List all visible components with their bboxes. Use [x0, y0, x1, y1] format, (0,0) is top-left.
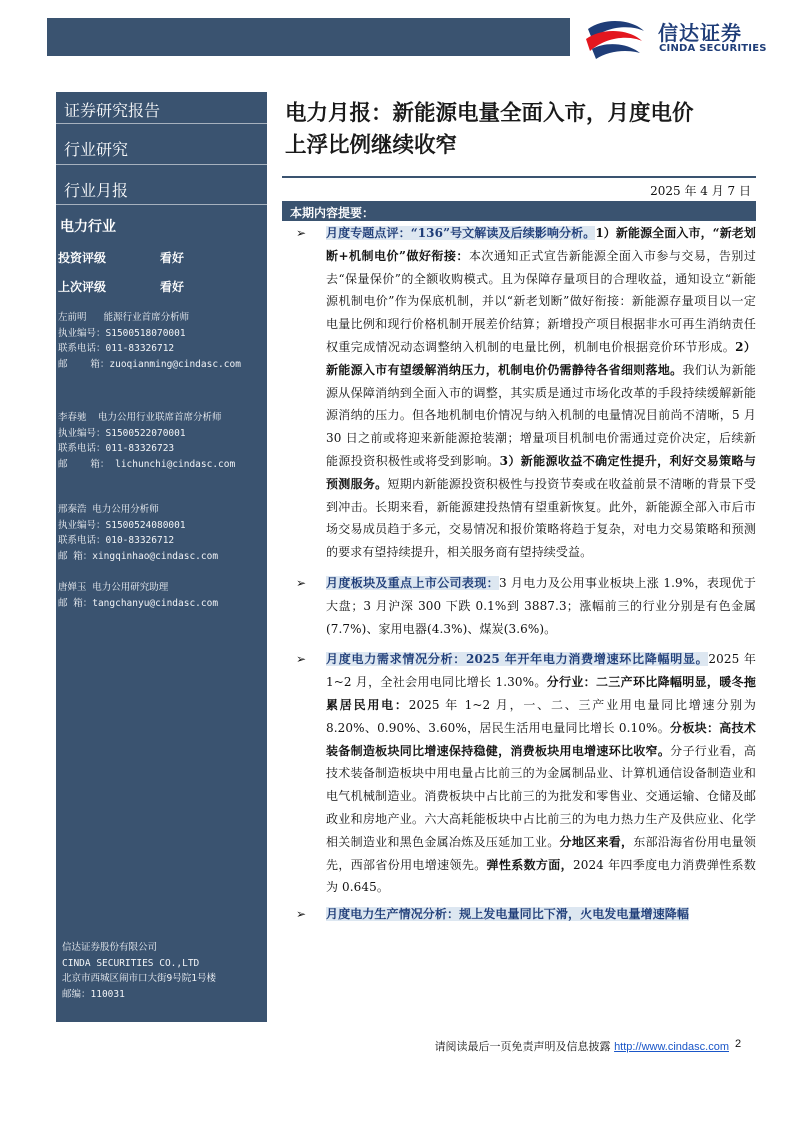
industry-name: 电力行业	[60, 219, 116, 235]
report-type: 证券研究报告	[64, 101, 161, 120]
company-name-en: CINDA SECURITIES CO.,LTD	[62, 957, 200, 969]
disclaimer-text: 请阅读最后一页免责声明及信息披露	[434, 1040, 611, 1053]
analyst-license: 执业编号：S1500522070001	[58, 427, 186, 439]
summary-item	[282, 903, 756, 926]
item-text: 东部沿海省份用电量领先，西部省份用电增速领先。	[326, 834, 756, 872]
analyst-block	[58, 410, 235, 472]
previous-rating	[58, 278, 185, 295]
item-subheading: 1）新能源全面入市，“新老划断+机制电价”做好衔接：	[326, 226, 756, 263]
report-date: 2025 年 4 月 7 日	[650, 184, 751, 198]
item-text: 2025 年 1~2 月，全社会用电同比增长 1.30%。	[326, 652, 756, 690]
sidebar-divider	[56, 204, 267, 205]
company-address: 北京市西城区闹市口大街9号院1号楼	[62, 973, 216, 985]
title-line: 上浮比例继续收窄	[285, 133, 458, 158]
item-text: 2024 年四季度电力消费弹性系数为 0.645。	[326, 857, 756, 895]
item-text: 短期内新能源投资积极性与投资节奏或在收益前景不清晰的背景下受到冲击。长期来看，新能源建投热情有望重新恢复。此外，新能源全部入市后市场交易成员趋于多元，交易情况和报价策略将趋于复杂，对电力交易策略和预测的要求有望持续提升，相关服务商有望持续受益。	[326, 476, 756, 560]
item-subheading: 弹性系数方面，	[486, 857, 573, 872]
analyst-name: 左前明 能源行业首席分析师	[58, 312, 190, 323]
header-bar	[47, 18, 570, 56]
company-postcode: 邮编：110031	[62, 988, 125, 1000]
sidebar	[56, 92, 267, 1022]
sidebar-divider	[56, 123, 267, 124]
summary-item	[282, 222, 756, 564]
analyst-name: 唐婵玉 电力公用研究助理	[58, 582, 169, 593]
analyst-license: 执业编号：S1500524080001	[58, 519, 186, 531]
item-subheading: 3）新能源收益不确定性提升，利好交易策略与预测服务。	[326, 453, 756, 491]
logo-text-cn: 信达证券	[658, 21, 742, 45]
rating-value: 看好	[160, 251, 185, 265]
item-subheading: 分地区来看，	[559, 834, 634, 849]
bullet-arrow-icon: ➢	[296, 226, 307, 240]
footer-disclaimer	[435, 1038, 729, 1054]
item-text: 本次通知正式宣告新能源全面入市参与交易，告别过去“保量保价”的全额收购模式。且为保障存量项目的合理收益，通知设立“新能源机制电价”作为保底机制，并以“新老划断”做好衔接：新能源存量项目以一定电量比例和现行价格机制开展差价结算；新增投产项目根据非水可再生消纳责任权重完成情况动态调整纳入机制的电量比例，机制电价根据竞价环节形成。	[326, 248, 756, 354]
sidebar-divider	[56, 164, 267, 165]
bullet-arrow-icon: ➢	[296, 652, 307, 667]
analyst-phone: 联系电话：011-83326712	[58, 343, 175, 355]
bullet-arrow-icon: ➢	[296, 575, 307, 590]
summary-item	[282, 648, 756, 899]
item-heading: 月度电力生产情况分析：规上发电量同比下滑，火电发电量增速降幅	[326, 907, 690, 922]
analyst-email[interactable]: 邮 箱：tangchanyu@cindasc.com	[58, 597, 219, 609]
report-category: 行业月报	[64, 181, 129, 200]
prev-rating-value: 看好	[160, 280, 185, 294]
analyst-email[interactable]: 邮 箱：zuoqianming@cindasc.com	[58, 358, 241, 370]
analyst-block	[58, 310, 241, 372]
item-text: 2025 年 1~2 月，一、二、三产业用电量同比增速分别为 8.20%、0.90%、3.60%，居民生活用电量同比增长 0.10%。	[326, 697, 757, 735]
analyst-phone: 联系电话：010-83326712	[58, 535, 175, 547]
item-heading: 月度板块及重点上市公司表现：	[326, 575, 499, 590]
item-text: 3 月电力及公用事业板块上涨 1.9%，表现优于大盘；3 月沪深 300 下跌 0.1%到 3887.3；涨幅前三的行业分别是有色金属(7.7%)、家用电器(4.3%)、煤炭(3.6%)。	[326, 575, 756, 636]
item-subheading: 分板块：高技术装备制造板块同比增速保持稳健，消费板块用电增速环比收窄。	[326, 720, 756, 758]
analyst-name: 邢秦浩 电力公用分析师	[58, 504, 159, 515]
analyst-block	[58, 502, 218, 564]
page-number: 2	[735, 1038, 742, 1050]
title-line: 电力月报：新能源电量全面入市，月度电价	[285, 101, 694, 126]
item-text: 我们认为新能源从保障消纳到全面入市的调整，其实质是通过市场化改革的手段持续缓解新能源消纳的压力。但各地机制电价情况与纳入机制的电量情况目前尚不清晰，5 月 30 日之前或将迎来新能源抢装潮；增量项目机制电价需通过竞价决定，后续新能源投资积极性或将受到影响。	[326, 362, 756, 468]
research-type: 行业研究	[64, 140, 129, 159]
rating-label: 投资评级	[58, 251, 107, 265]
cinda-logo	[582, 15, 777, 60]
item-heading: 月度电力需求情况分析：2025 年开年电力消费增速环比降幅明显。	[326, 652, 709, 667]
analyst-license: 执业编号：S1500518070001	[58, 327, 186, 339]
cinda-swoosh-icon	[582, 15, 652, 60]
item-heading: 月度专题点评：“136”号文解读及后续影响分析。	[326, 226, 596, 240]
summary-body	[282, 222, 756, 926]
prev-rating-label: 上次评级	[58, 280, 107, 294]
item-subheading: 分行业：二三产环比降幅明显，暖冬拖累居民用电：	[326, 675, 756, 712]
investment-rating	[58, 249, 185, 266]
summary-header: 本期内容提要：	[282, 201, 756, 221]
company-name-cn: 信达证券股份有限公司	[62, 942, 158, 953]
website-link[interactable]: http://www.cindasc.com	[614, 1041, 729, 1053]
bullet-arrow-icon: ➢	[296, 907, 307, 922]
page-title	[285, 98, 755, 162]
company-info	[62, 940, 216, 1002]
analyst-email[interactable]: 邮 箱：xingqinhao@cindasc.com	[58, 550, 219, 562]
analyst-phone: 联系电话：011-83326723	[58, 443, 175, 455]
summary-item	[282, 572, 756, 640]
item-text: 分子行业看，高技术装备制造板块中用电量占比前三的为金属制品业、计算机通信设备制造业和电气机械制造业。消费板块中占比前三的为批发和零售业、交通运输、仓储及邮政业和房地产业。六大高耗能板块中占比前三的为电力热力生产及供应业、化学相关制造业和黑色金属冶炼及压延加工业。	[326, 743, 757, 849]
logo-text-en: CINDA SECURITIES	[659, 43, 767, 54]
analyst-name: 李春驰 电力公用行业联席首席分析师	[58, 412, 222, 423]
title-rule	[282, 176, 756, 178]
analyst-block	[58, 580, 218, 611]
item-subheading: 2）新能源入市有望缓解消纳压力，机制电价仍需静待各省细则落地。	[326, 339, 756, 377]
analyst-email[interactable]: 邮 箱： lichunchi@cindasc.com	[58, 458, 236, 470]
